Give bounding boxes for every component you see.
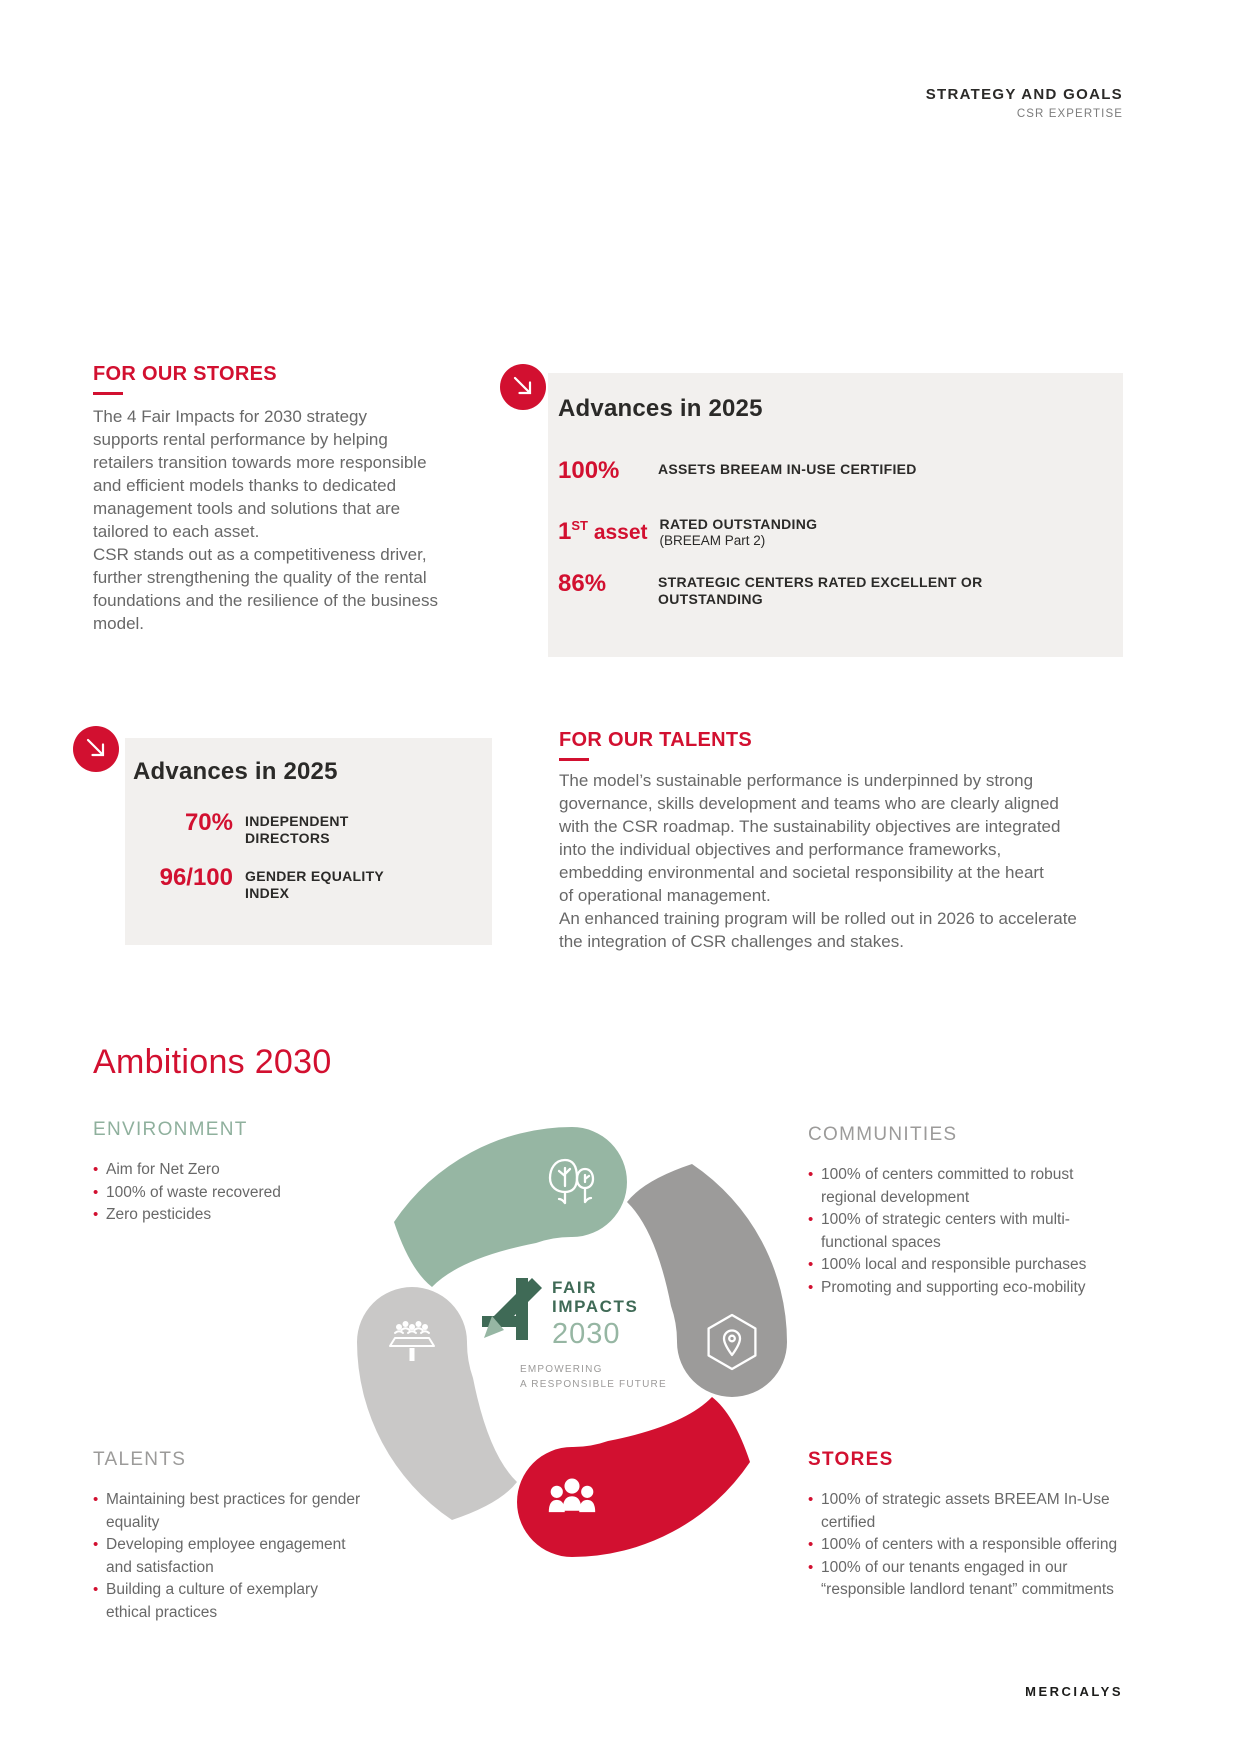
header-title: STRATEGY AND GOALS [925, 86, 1123, 103]
stat-value: 96/100 [159, 864, 233, 891]
stat-label: INDEPENDENT DIRECTORS [245, 813, 349, 846]
stat-label: RATED OUTSTANDING [659, 516, 818, 532]
text-line: the integration of CSR challenges and stakes. [559, 932, 904, 951]
bullet-dot: • [808, 1558, 814, 1576]
arrow-circle-icon [500, 364, 546, 410]
advances-talents-stats [133, 810, 480, 902]
bullet-dot: • [808, 1166, 814, 1183]
stat-label: ASSETS BREEAM IN-USE CERTIFIED [658, 461, 917, 477]
text-line: governance, skills development and teams who are clearly aligned [559, 794, 1059, 813]
bullet-text: Zero pesticides [106, 1206, 212, 1223]
stores-heading: STORES [808, 1449, 894, 1470]
text-line: The model’s sustainable performance is underpinned by strong [559, 771, 1034, 790]
advances-stores-title: Advances in 2025 [558, 395, 763, 422]
stat-row [133, 810, 480, 847]
logo-number-4-icon [482, 1278, 542, 1342]
stat-value: 70% [184, 809, 233, 836]
stat-text [658, 458, 917, 478]
bullet-text: 100% local and responsible purchases [821, 1256, 1087, 1273]
stat-text [658, 571, 988, 608]
bullet-dot: • [93, 1206, 99, 1223]
text-line: The 4 Fair Impacts for 2030 strategy [93, 407, 368, 426]
bullet-text: 100% of our tenants engaged in our “responsible landlord tenant” commitments [821, 1558, 1114, 1598]
stat-value: 100% [558, 457, 620, 484]
stores-section-heading: FOR OUR STORES [93, 363, 277, 385]
bullet-dot: • [93, 1581, 99, 1598]
text-line: model. [93, 614, 145, 633]
environment-heading: ENVIRONMENT [93, 1119, 248, 1140]
stat-row [133, 865, 480, 902]
talents-section [559, 729, 1139, 953]
bullet-item [93, 1579, 411, 1624]
text-line: of operational management. [559, 886, 771, 905]
bullet-text: 100% of centers committed to robust regional development [821, 1166, 1074, 1206]
stores-section-body [93, 405, 473, 635]
advances-stores-stats [558, 458, 1103, 608]
bullet-item [808, 1209, 1126, 1254]
stat-value: 86% [558, 570, 607, 597]
stat-row [558, 513, 1103, 549]
bullet-text: Building a culture of exemplary ethical practices [106, 1581, 318, 1621]
stat-text [245, 810, 385, 847]
text-line: CSR stands out as a competitiveness driver, [93, 545, 427, 564]
advances-stores-box [548, 373, 1123, 657]
stat-text [660, 513, 818, 549]
bullet-text: 100% of waste recovered [106, 1183, 281, 1201]
logo-text [552, 1278, 638, 1350]
talents-heading: TALENTS [93, 1449, 187, 1470]
quadrant-stores [808, 1449, 1126, 1602]
bullet-text: Promoting and supporting eco-mobility [821, 1278, 1086, 1296]
bullet-dot: • [93, 1536, 99, 1553]
logo-tagline [520, 1362, 667, 1392]
text-line: foundations and the resilience of the business [93, 591, 438, 610]
stat-note: (BREEAM Part 2) [659, 533, 766, 548]
advances-talents-box [125, 738, 492, 945]
brand-logo: MERCIALYS [1025, 1684, 1123, 1699]
stat-row [558, 458, 1103, 484]
stat-value: 1ST asset [558, 518, 648, 545]
bullet-dot: • [93, 1183, 99, 1201]
bullet-dot: • [93, 1161, 99, 1178]
tagline-line1: EMPOWERING [520, 1364, 603, 1375]
quadrant-communities [808, 1124, 1126, 1299]
bullet-dot: • [808, 1491, 814, 1508]
logo-line1: FAIR [552, 1278, 598, 1297]
bullet-item [808, 1489, 1126, 1534]
talents-section-body [559, 769, 1139, 953]
advances-talents-title: Advances in 2025 [133, 758, 338, 785]
bullet-item [808, 1534, 1126, 1557]
bullet-text: Developing employee engagement and satisfaction [106, 1536, 346, 1576]
stat-label: STRATEGIC CENTERS RATED EXCELLENT OR OUTSTANDING [658, 574, 983, 607]
bullet-text: 100% of centers with a responsible offering [821, 1536, 1118, 1553]
bullet-dot: • [808, 1211, 814, 1228]
bullet-dot: • [808, 1536, 814, 1553]
text-line: with the CSR roadmap. The sustainability objectives are integrated [559, 817, 1061, 836]
environment-petal [394, 1127, 627, 1287]
logo-year: 2030 [552, 1318, 621, 1350]
bullet-item [808, 1254, 1126, 1277]
text-line: further strengthening the quality of the rental [93, 568, 427, 587]
tagline-line2: A RESPONSIBLE FUTURE [520, 1379, 667, 1390]
bullet-item [808, 1277, 1126, 1300]
communities-list [808, 1164, 1126, 1299]
text-line: tailored to each asset. [93, 522, 260, 541]
bullet-dot: • [93, 1491, 99, 1508]
talents-section-heading: FOR OUR TALENTS [559, 729, 753, 751]
stores-section [93, 363, 473, 635]
text-line: retailers transition towards more responsible [93, 453, 427, 472]
stores-list [808, 1489, 1126, 1602]
stat-label: GENDER EQUALITY INDEX [245, 868, 384, 901]
text-line: An enhanced training program will be rolled out in 2026 to accelerate [559, 909, 1077, 928]
logo-line2: IMPACTS [552, 1297, 639, 1316]
bullet-text: 100% of strategic centers with multi- functional spaces [821, 1211, 1070, 1251]
bullet-dot: • [808, 1256, 814, 1273]
bullet-item [808, 1557, 1126, 1602]
bullet-text: 100% of strategic assets BREEAM In-Use certified [821, 1491, 1110, 1531]
bullet-text: Maintaining best practices for gender equality [106, 1491, 361, 1531]
text-line: supports rental performance by helping [93, 430, 388, 449]
text-line: management tools and solutions that are [93, 499, 401, 518]
arrow-circle-icon [73, 726, 119, 772]
text-line: and efficient models thanks to dedicated [93, 476, 397, 495]
text-line: into the individual objectives and performance frameworks, [559, 840, 1002, 859]
bullet-item [808, 1164, 1126, 1209]
communities-heading: COMMUNITIES [808, 1124, 958, 1145]
header-subtitle: CSR EXPERTISE [1016, 108, 1123, 120]
fair-impacts-logo [482, 1278, 638, 1350]
bullet-dot: • [808, 1278, 814, 1296]
ambitions-title: Ambitions 2030 [93, 1043, 332, 1081]
heading-underline [559, 758, 589, 761]
stat-row [558, 571, 1103, 608]
stat-text [245, 865, 385, 902]
text-line: embedding environmental and societal responsibility at the heart [559, 863, 1044, 882]
page-header [926, 86, 1123, 120]
bullet-text: Aim for Net Zero [106, 1161, 220, 1178]
stores-petal [517, 1397, 750, 1557]
heading-underline [93, 392, 123, 395]
